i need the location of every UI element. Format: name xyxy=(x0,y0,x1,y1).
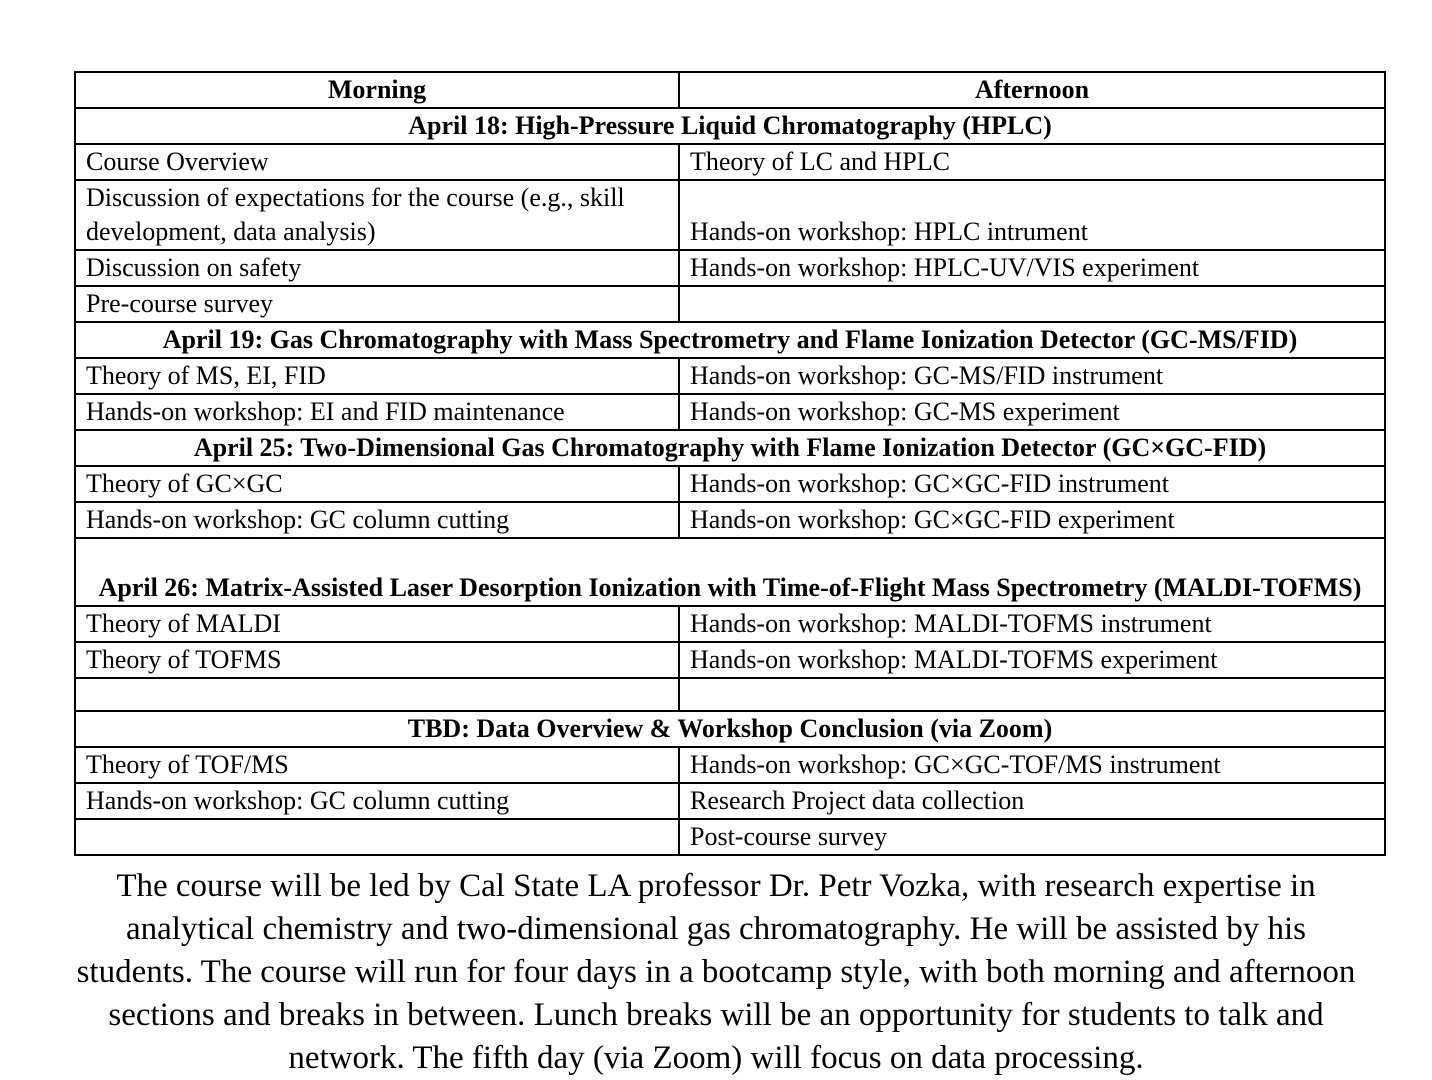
course-summary-paragraph: The course will be led by Cal State LA professor Dr. Petr Vozka, with research expertise in analytical chemistry and two-dimensional gas chromatography. He will be assisted by his students. The course will run for four days in a bootcamp style, with both morning and afternoon sections and breaks in between. Lunch breaks will be an opportunity for students to talk and network. The fifth day (via Zoom) will focus on data processing. xyxy=(76,868,1356,1076)
morning-cell: Hands-on workshop: EI and FID maintenance xyxy=(75,394,679,430)
morning-cell: Discussion on safety xyxy=(75,250,679,286)
day-row xyxy=(75,430,1385,466)
morning-cell: Hands-on workshop: GC column cutting xyxy=(75,502,679,538)
morning-cell: Theory of MALDI xyxy=(75,606,679,642)
afternoon-cell: Hands-on workshop: HPLC intrument xyxy=(679,180,1385,250)
afternoon-cell: Hands-on workshop: MALDI-TOFMS instrument xyxy=(679,606,1385,642)
morning-cell: Theory of TOF/MS xyxy=(75,747,679,783)
afternoon-cell xyxy=(679,286,1385,322)
day-title: TBD: Data Overview & Workshop Conclusion (via Zoom) xyxy=(75,711,1385,747)
day-title: April 25: Two-Dimensional Gas Chromatography with Flame Ionization Detector (GC×GC-FID) xyxy=(75,430,1385,466)
morning-cell: Course Overview xyxy=(75,144,679,180)
day-row xyxy=(75,108,1385,144)
afternoon-header: Afternoon xyxy=(679,72,1385,108)
day-title: April 18: High-Pressure Liquid Chromatography (HPLC) xyxy=(75,108,1385,144)
afternoon-cell: Hands-on workshop: GC×GC-FID instrument xyxy=(679,466,1385,502)
morning-header: Morning xyxy=(75,72,679,108)
morning-cell: Hands-on workshop: GC column cutting xyxy=(75,783,679,819)
table-row xyxy=(75,466,1385,502)
schedule-table xyxy=(74,71,1386,856)
afternoon-cell: Hands-on workshop: GC×GC-TOF/MS instrument xyxy=(679,747,1385,783)
morning-cell: Theory of GC×GC xyxy=(75,466,679,502)
table-row xyxy=(75,642,1385,678)
afternoon-cell: Research Project data collection xyxy=(679,783,1385,819)
table-row xyxy=(75,678,1385,711)
afternoon-cell: Hands-on workshop: GC×GC-FID experiment xyxy=(679,502,1385,538)
header-row xyxy=(75,72,1385,108)
afternoon-cell: Hands-on workshop: GC-MS experiment xyxy=(679,394,1385,430)
day-row xyxy=(75,711,1385,747)
morning-cell: Discussion of expectations for the course (e.g., skill development, data analysis) xyxy=(75,180,679,250)
table-row xyxy=(75,606,1385,642)
day-row xyxy=(75,322,1385,358)
afternoon-cell xyxy=(679,678,1385,711)
morning-cell: Theory of MS, EI, FID xyxy=(75,358,679,394)
day-row xyxy=(75,538,1385,606)
morning-cell xyxy=(75,678,679,711)
afternoon-cell: Hands-on workshop: GC-MS/FID instrument xyxy=(679,358,1385,394)
morning-cell: Pre-course survey xyxy=(75,286,679,322)
afternoon-cell: Post-course survey xyxy=(679,819,1385,855)
table-row xyxy=(75,502,1385,538)
table-row xyxy=(75,144,1385,180)
table-row xyxy=(75,747,1385,783)
afternoon-cell: Theory of LC and HPLC xyxy=(679,144,1385,180)
table-row xyxy=(75,358,1385,394)
afternoon-cell: Hands-on workshop: HPLC-UV/VIS experiment xyxy=(679,250,1385,286)
table-row xyxy=(75,250,1385,286)
day-title: April 19: Gas Chromatography with Mass Spectrometry and Flame Ionization Detector (GC-MS/FID) xyxy=(75,322,1385,358)
day-title: April 26: Matrix-Assisted Laser Desorption Ionization with Time-of-Flight Mass Spectrometry (MALDI-TOFMS) xyxy=(75,538,1385,606)
morning-cell xyxy=(75,819,679,855)
table-row xyxy=(75,286,1385,322)
morning-cell: Theory of TOFMS xyxy=(75,642,679,678)
table-row xyxy=(75,819,1385,855)
table-row xyxy=(75,394,1385,430)
table-row xyxy=(75,180,1385,250)
afternoon-cell: Hands-on workshop: MALDI-TOFMS experiment xyxy=(679,642,1385,678)
table-row xyxy=(75,783,1385,819)
